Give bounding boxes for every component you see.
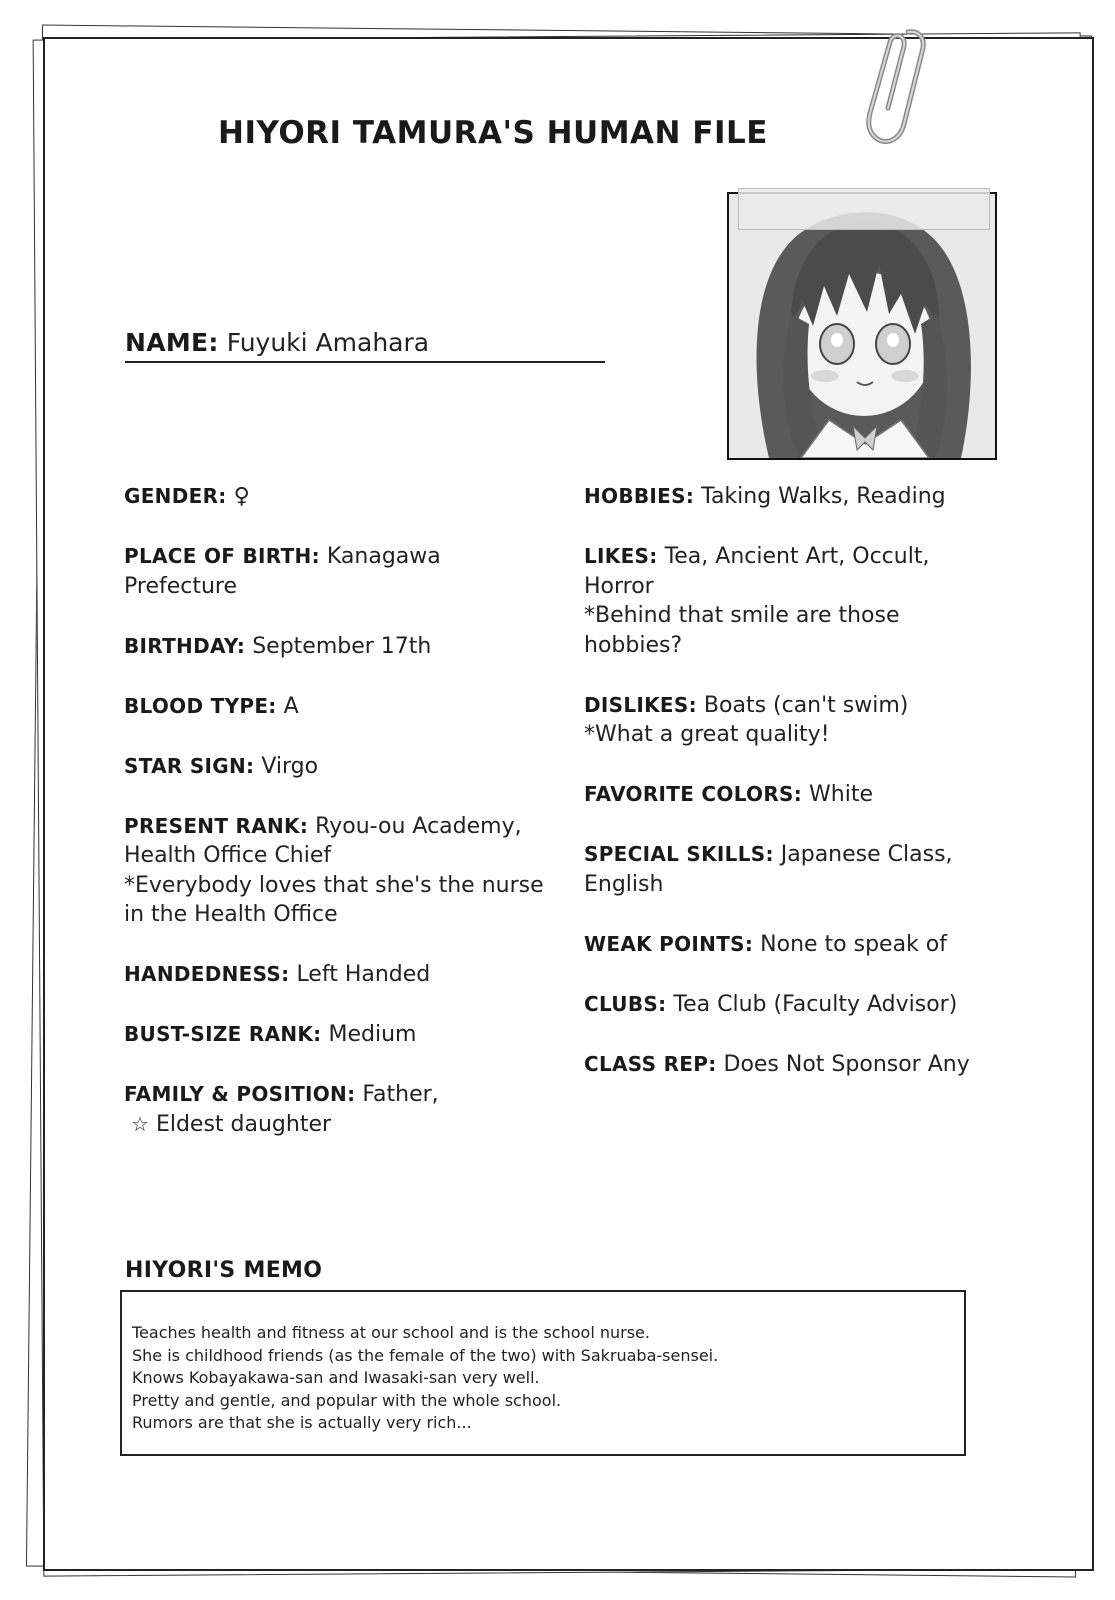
name-label: NAME: (125, 328, 219, 357)
field-class-rep (584, 1050, 1004, 1080)
field-label: SPECIAL SKILLS: (584, 842, 774, 866)
profile-left-column (124, 482, 544, 1170)
field-label: FAMILY & POSITION: (124, 1082, 356, 1106)
tape-strip (738, 188, 990, 230)
field-value: Father, (362, 1082, 439, 1107)
field-label: HANDEDNESS: (124, 962, 290, 986)
field-label: LIKES: (584, 544, 658, 568)
field-value: Japanese Class, English (584, 842, 953, 897)
field-gender (124, 482, 544, 512)
name-field (125, 328, 605, 363)
field-value: Taking Walks, Reading (701, 484, 946, 509)
field-clubs (584, 990, 1004, 1020)
field-label: GENDER: (124, 484, 227, 508)
field-note: *Behind that smile are those hobbies? (584, 603, 900, 658)
memo-line: Pretty and gentle, and popular with the whole school. (132, 1390, 562, 1410)
field-value: None to speak of (760, 931, 948, 957)
field-star-sign (124, 752, 544, 782)
field-value: Kanagawa Prefecture (124, 544, 441, 599)
field-label: DISLIKES: (584, 692, 697, 717)
field-value: Medium (328, 1022, 417, 1047)
field-family-position (124, 1080, 544, 1139)
field-special-skills (584, 840, 1004, 899)
memo-line: Teaches health and fitness at our school and is the school nurse. (132, 1323, 650, 1342)
field-note: *Everybody loves that she's the nurse in the Health Office (124, 872, 544, 927)
memo-title: HIYORI'S MEMO (125, 1258, 323, 1283)
profile-right-column (584, 482, 1004, 1110)
field-blood-type (124, 692, 544, 722)
field-value: Does Not Sponsor Any (723, 1051, 970, 1077)
paperclip-icon (860, 28, 930, 158)
field-dislikes (584, 691, 1004, 750)
field-label: PRESENT RANK: (124, 813, 309, 838)
field-value: A (283, 693, 299, 719)
field-value: Tea Club (Faculty Advisor) (673, 991, 958, 1017)
field-value: Ryou-ou Academy, Health Office Chief (124, 813, 522, 868)
field-hobbies (584, 482, 1004, 512)
star-icon: ☆ (131, 1111, 149, 1136)
field-label: CLASS REP: (584, 1051, 717, 1076)
field-bust-size-rank (124, 1020, 544, 1050)
field-weak-points (584, 930, 1004, 960)
field-likes (584, 542, 1004, 660)
field-label: FAVORITE COLORS: (584, 782, 803, 806)
field-label: STAR SIGN: (124, 753, 255, 778)
field-value: Left Handed (296, 962, 431, 987)
field-handedness (124, 960, 544, 990)
field-label: BIRTHDAY: (124, 633, 246, 658)
field-birthday (124, 632, 544, 662)
field-value: Eldest daughter (155, 1111, 332, 1137)
character-portrait (727, 192, 997, 460)
memo-line: Rumors are that she is actually very rich... (132, 1413, 472, 1432)
female-symbol-icon: ♀ (233, 484, 250, 509)
field-label: PLACE OF BIRTH: (124, 544, 320, 568)
field-value: September 17th (252, 633, 432, 659)
field-value: Virgo (261, 753, 319, 779)
field-favorite-colors (584, 780, 1004, 810)
memo-line: Knows Kobayakawa-san and Iwasaki-san very well. (132, 1368, 540, 1387)
field-value: Tea, Ancient Art, Occult, Horror (584, 544, 930, 599)
field-label: BLOOD TYPE: (124, 693, 277, 718)
name-value: Fuyuki Amahara (226, 328, 430, 357)
field-label: HOBBIES: (584, 484, 695, 508)
field-label: WEAK POINTS: (584, 931, 754, 956)
field-label: BUST-SIZE RANK: (124, 1022, 322, 1046)
portrait-illustration (729, 194, 995, 458)
field-value: White (809, 782, 874, 807)
memo-box (120, 1290, 966, 1456)
field-note: *What a great quality! (584, 722, 830, 747)
field-value: Boats (can't swim) (703, 692, 909, 718)
field-label: CLUBS: (584, 991, 667, 1016)
memo-line: She is childhood friends (as the female of the two) with Sakruaba-sensei. (132, 1345, 719, 1365)
field-present-rank (124, 812, 544, 930)
field-place-of-birth (124, 542, 544, 601)
page-title: HIYORI TAMURA'S HUMAN FILE (218, 115, 768, 151)
